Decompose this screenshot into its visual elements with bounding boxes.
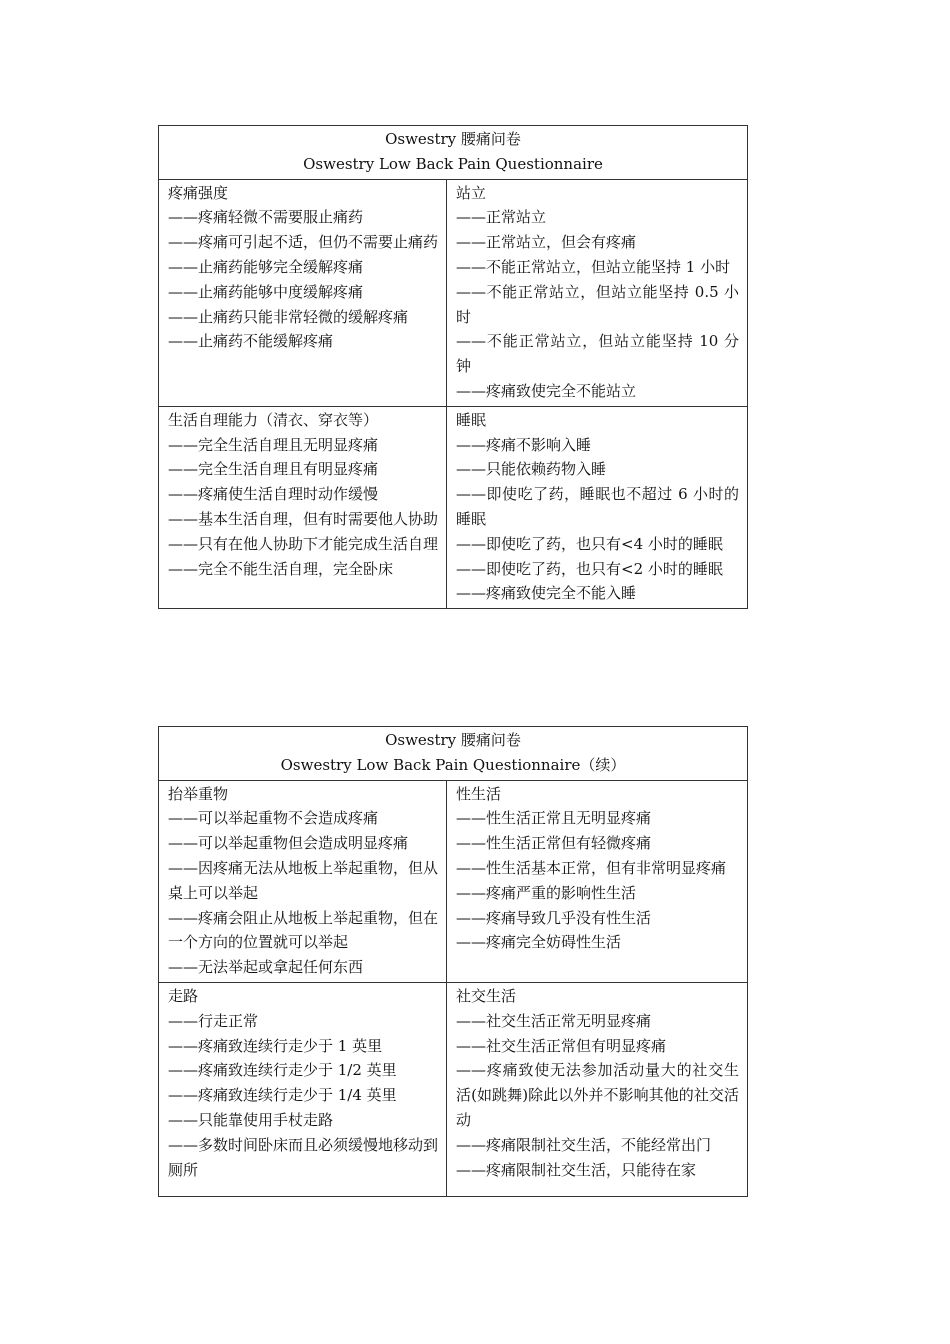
title-english: Oswestry Low Back Pain Questionnaire（续） <box>280 755 626 774</box>
answer-option: ——即使吃了药，也只有<2 小时的睡眠 <box>456 559 723 578</box>
answer-option: ——疼痛致使完全不能站立 <box>456 381 637 400</box>
section-heading: 生活自理能力（清衣、穿衣等） <box>168 410 379 429</box>
section-pain-intensity <box>159 179 447 406</box>
answer-option: ——完全不能生活自理，完全卧床 <box>168 559 394 578</box>
answer-option: ——无法举起或拿起任何东西 <box>168 958 364 977</box>
answer-option: ——完全生活自理且无明显疼痛 <box>168 435 379 454</box>
answer-option: ——疼痛限制社交生活，只能待在家 <box>456 1160 697 1179</box>
answer-option: ——只能依赖药物入睡 <box>456 460 607 479</box>
answer-option: ——止痛药不能缓解疼痛 <box>168 332 334 351</box>
answer-option: ——疼痛严重的影响性生活 <box>456 883 637 902</box>
answer-option: ——疼痛限制社交生活，不能经常出门 <box>456 1135 712 1154</box>
answer-option: ——社交生活正常无明显疼痛 <box>456 1011 652 1030</box>
answer-option: ——疼痛轻微不需要服止痛药 <box>168 208 364 227</box>
answer-option: ——不能正常站立，但站立能坚持 10 分钟 <box>456 332 740 376</box>
answer-option: ——不能正常站立，但站立能坚持 1 小时 <box>456 257 731 276</box>
answer-option: ——基本生活自理，但有时需要他人协助 <box>168 509 439 528</box>
answer-option: ——正常站立 <box>456 208 547 227</box>
answer-option: ——只有在他人协助下才能完成生活自理 <box>168 534 439 553</box>
answer-option: ——疼痛致连续行走少于 1/2 英里 <box>168 1061 397 1080</box>
answer-option: ——疼痛致使完全不能入睡 <box>456 584 637 603</box>
section-heading: 社交生活 <box>456 986 517 1005</box>
answer-option: ——止痛药能够完全缓解疼痛 <box>168 257 364 276</box>
table-header <box>159 126 748 180</box>
answer-option: ——正常站立，但会有疼痛 <box>456 233 637 252</box>
answer-option: ——完全生活自理且有明显疼痛 <box>168 460 379 479</box>
section-personal-care <box>159 406 447 608</box>
answer-option: ——疼痛会阻止从地板上举起重物，但在一个方向的位置就可以举起 <box>168 908 439 952</box>
answer-option: ——性生活基本正常，但有非常明显疼痛 <box>456 858 727 877</box>
answer-option: ——疼痛致连续行走少于 1 英里 <box>168 1036 383 1055</box>
answer-option: ——行走正常 <box>168 1011 259 1030</box>
answer-option: ——止痛药只能非常轻微的缓解疼痛 <box>168 307 409 326</box>
table-header <box>159 727 748 781</box>
section-heading: 睡眠 <box>456 410 487 429</box>
section-social-life <box>447 982 748 1196</box>
section-heading: 站立 <box>456 183 487 202</box>
answer-option: ——社交生活正常但有明显疼痛 <box>456 1036 667 1055</box>
answer-option: ——疼痛致使无法参加活动量大的社交生活(如跳舞)除此以外并不影响其他的社交活动 <box>456 1061 740 1129</box>
answer-option: ——疼痛可引起不适，但仍不需要止痛药 <box>168 233 439 252</box>
answer-option: ——性生活正常且无明显疼痛 <box>456 809 652 828</box>
answer-option: ——疼痛不影响入睡 <box>456 435 592 454</box>
section-heading: 抬举重物 <box>168 784 229 803</box>
questionnaire-table-1 <box>158 125 748 609</box>
answer-option: ——只能靠使用手杖走路 <box>168 1110 334 1129</box>
title-chinese: Oswestry 腰痛问卷 <box>385 731 521 749</box>
answer-option: ——疼痛使生活自理时动作缓慢 <box>168 485 379 504</box>
title-chinese: Oswestry 腰痛问卷 <box>385 130 521 148</box>
answer-option: ——疼痛完全妨碍性生活 <box>456 933 622 952</box>
section-heading: 性生活 <box>456 784 502 803</box>
section-heading: 走路 <box>168 986 199 1005</box>
answer-option: ——疼痛致连续行走少于 1/4 英里 <box>168 1086 397 1105</box>
section-sleeping <box>447 406 748 608</box>
answer-option: ——即使吃了药，睡眠也不超过 6 小时的睡眠 <box>456 485 740 528</box>
answer-option: ——即使吃了药，也只有<4 小时的睡眠 <box>456 534 723 553</box>
section-standing <box>447 179 748 406</box>
answer-option: ——因疼痛无法从地板上举起重物，但从桌上可以举起 <box>168 858 439 902</box>
answer-option: ——可以举起重物但会造成明显疼痛 <box>168 834 409 853</box>
questionnaire-table-2 <box>158 726 748 1197</box>
answer-option: ——止痛药能够中度缓解疼痛 <box>168 282 364 301</box>
section-walking <box>159 982 447 1196</box>
answer-option: ——多数时间卧床而且必须缓慢地移动到厕所 <box>168 1135 439 1179</box>
title-english: Oswestry Low Back Pain Questionnaire <box>303 154 603 173</box>
answer-option: ——疼痛导致几乎没有性生活 <box>456 908 652 927</box>
section-lifting <box>159 780 447 982</box>
section-sex-life <box>447 780 748 982</box>
answer-option: ——不能正常站立，但站立能坚持 0.5 小时 <box>456 282 740 326</box>
answer-option: ——性生活正常但有轻微疼痛 <box>456 834 652 853</box>
cell-spacer <box>456 1182 739 1194</box>
section-heading: 疼痛强度 <box>168 183 229 202</box>
answer-option: ——可以举起重物不会造成疼痛 <box>168 809 379 828</box>
